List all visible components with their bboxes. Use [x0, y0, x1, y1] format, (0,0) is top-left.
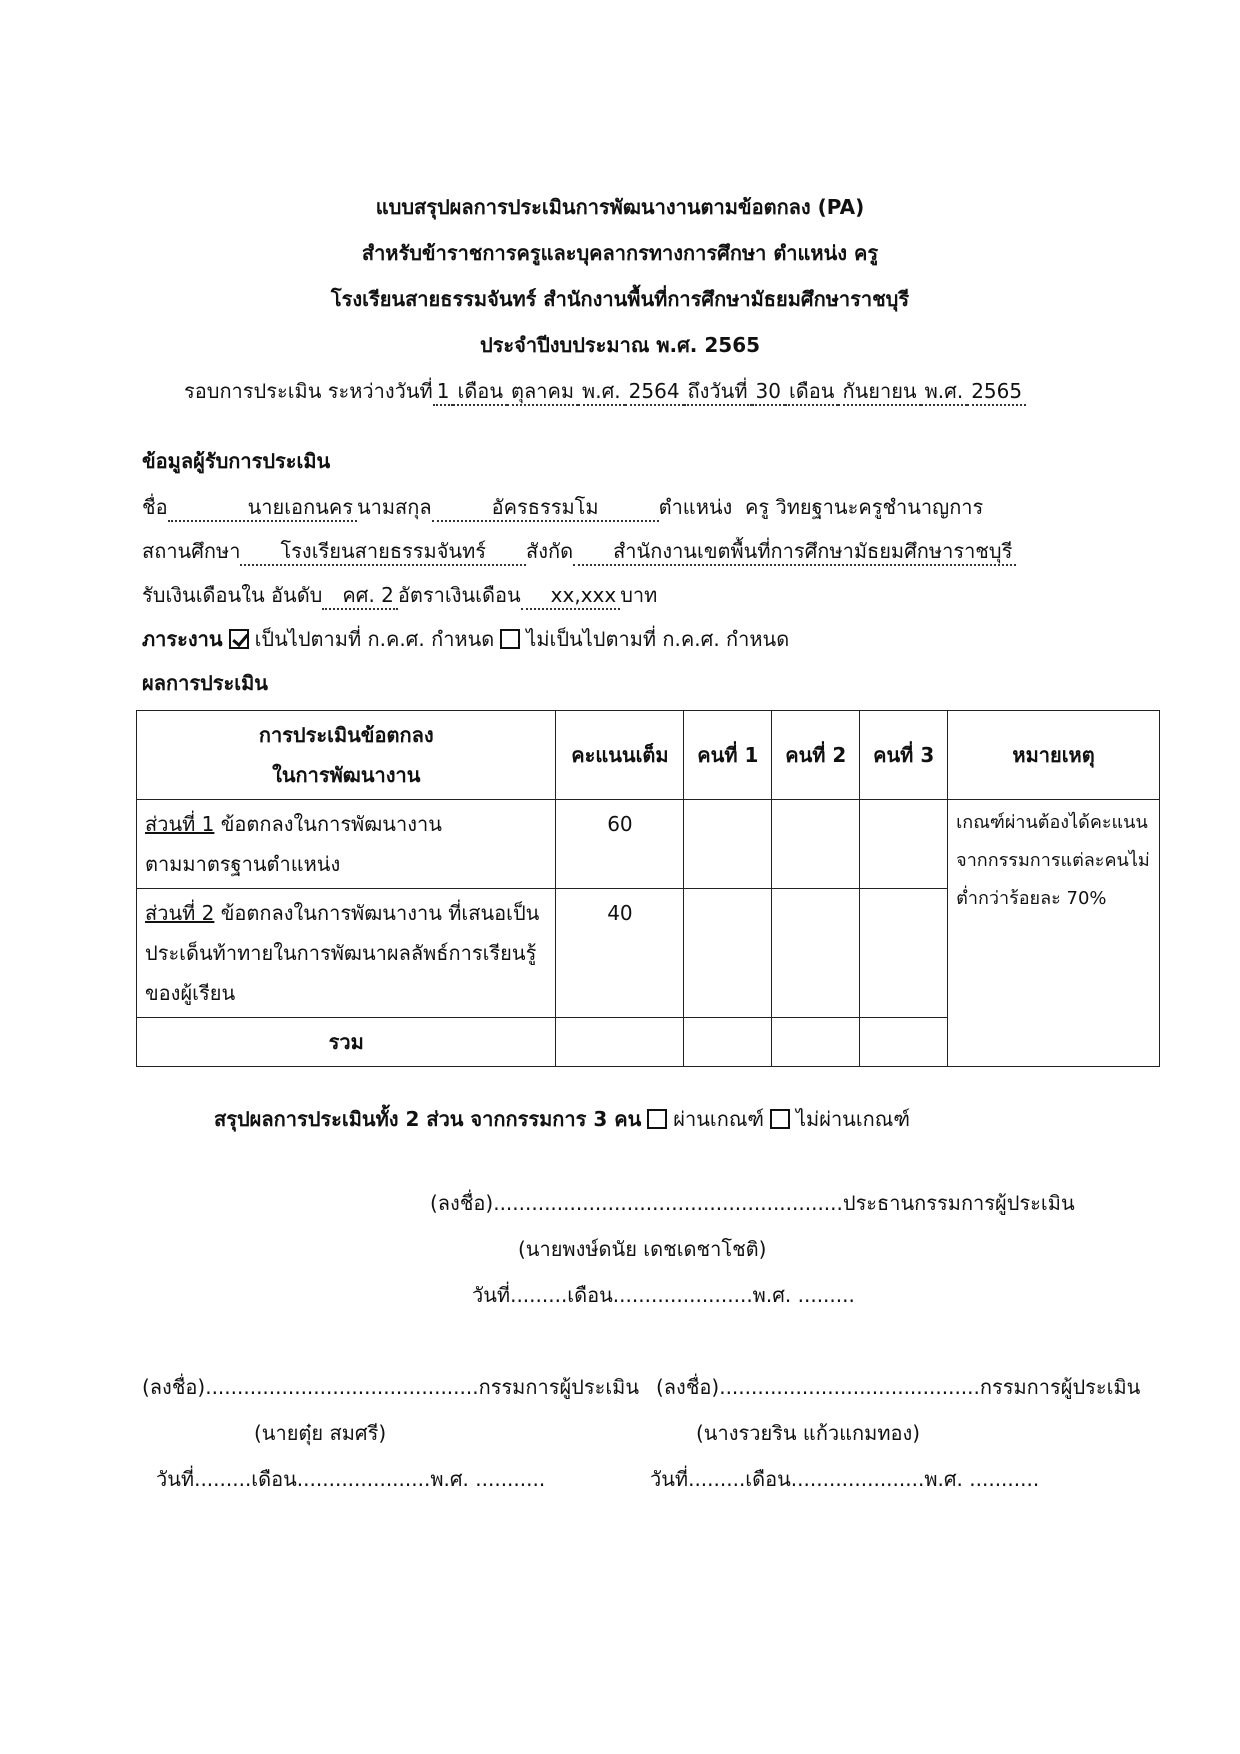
total-committee-1[interactable]	[684, 1018, 772, 1067]
period-label: รอบการประเมิน ระหว่างวันที่	[184, 379, 433, 403]
school-agency-title: โรงเรียนสายธรรมจันทร์ สำนักงานพื้นที่การศึกษามัธยมศึกษาราชบุรี	[330, 287, 910, 311]
total-committee-2[interactable]	[772, 1018, 860, 1067]
period-end-year: 2565	[967, 378, 1026, 406]
header-evaluation-line1: การประเมินข้อตกลง	[258, 723, 434, 747]
name-value: นายเอกนคร	[168, 494, 357, 522]
position-label: ตำแหน่ง	[658, 495, 733, 519]
header-committee-1: คนที่ 1	[684, 711, 772, 800]
fiscal-year-title: ประจำปีงบประมาณ พ.ศ. 2565	[479, 333, 761, 357]
member1-date: วันที่.........เดือน.....................พ.ศ. ...........	[156, 1467, 546, 1491]
summary-text: สรุปผลการประเมินทั้ง 2 ส่วน จากกรรมการ 3 คน	[214, 1107, 642, 1131]
evaluation-period	[184, 376, 1026, 406]
salary-rank-value: คศ. 2	[322, 582, 398, 610]
person-section-title: ข้อมูลผู้รับการประเมิน	[142, 449, 331, 473]
baht-label: บาท	[620, 583, 658, 607]
table-header-row	[137, 711, 1160, 800]
workload-yes-checkbox[interactable]	[229, 629, 249, 649]
fail-label: ไม่ผ่านเกณฑ์	[795, 1107, 910, 1131]
workload-no-label: ไม่เป็นไปตามที่ ก.ค.ศ. กำหนด	[526, 627, 790, 651]
salary-row	[142, 580, 657, 610]
part1-line2: ตามมาตรฐานตำแหน่ง	[145, 852, 341, 876]
position-value: ครู วิทยฐานะครูชำนาญการ	[745, 495, 984, 519]
school-value: โรงเรียนสายธรรมจันทร์	[240, 538, 526, 566]
total-label: รวม	[137, 1018, 556, 1067]
part1-committee-2-score[interactable]	[772, 800, 860, 889]
period-start-month: ตุลาคม	[507, 378, 578, 406]
school-label: สถานศึกษา	[142, 539, 241, 563]
chair-name: (นายพงษ์ดนัย เดชเดชาโชติ)	[518, 1237, 767, 1261]
part1-committee-1-score[interactable]	[684, 800, 772, 889]
remark-line3: ต่ำกว่าร้อยละ 70%	[956, 888, 1107, 909]
part2-label: ส่วนที่ 2	[145, 901, 215, 925]
salary-rank-label: รับเงินเดือนใน อันดับ	[142, 583, 323, 607]
name-label: ชื่อ	[142, 495, 168, 519]
chair-signature-line: (ลงชื่อ).......................................................ประธานกรรมการผู้ประเมิน	[430, 1191, 1075, 1215]
member2-name: (นางรวยริน แก้วแกมทอง)	[696, 1421, 921, 1445]
part2-description	[137, 889, 556, 1018]
affiliation-label: สังกัด	[526, 539, 574, 563]
part2-full-score: 40	[556, 889, 684, 1018]
header-evaluation-line2: ในการพัฒนางาน	[272, 763, 421, 787]
period-to-label: ถึงวันที่	[684, 378, 752, 406]
total-committee-3[interactable]	[860, 1018, 948, 1067]
remark-cell	[948, 800, 1160, 1067]
period-start-year: 2564	[625, 378, 684, 406]
form-title: แบบสรุปผลการประเมินการพัฒนางานตามข้อตกลง (PA)	[375, 195, 865, 219]
part1-line1: ข้อตกลงในการพัฒนางาน	[214, 812, 442, 836]
period-year-label-2: พ.ศ.	[921, 378, 968, 406]
part1-full-score: 60	[556, 800, 684, 889]
table-row	[137, 800, 1160, 889]
remark-line1: เกณฑ์ผ่านต้องได้คะแนน	[956, 812, 1148, 833]
school-row	[142, 536, 1016, 566]
fail-checkbox[interactable]	[770, 1109, 790, 1129]
affiliation-value: สำนักงานเขตพื้นที่การศึกษามัธยมศึกษาราชบุรี	[573, 538, 1016, 566]
workload-no-checkbox[interactable]	[500, 629, 520, 649]
summary-row	[214, 1104, 910, 1134]
surname-label: นามสกุล	[356, 495, 432, 519]
member2-date: วันที่.........เดือน.....................พ.ศ. ...........	[650, 1467, 1040, 1491]
part1-label: ส่วนที่ 1	[145, 812, 215, 836]
part2-line1: ข้อตกลงในการพัฒนางาน ที่เสนอเป็น	[214, 901, 540, 925]
workload-label: ภาระงาน	[142, 627, 223, 651]
form-subtitle: สำหรับข้าราชการครูและบุคลากรทางการศึกษา ตำแหน่ง ครู	[361, 241, 879, 265]
workload-yes-label: เป็นไปตามที่ ก.ค.ศ. กำหนด	[254, 627, 495, 651]
period-month-label: เดือน	[453, 378, 507, 406]
name-row	[142, 492, 983, 522]
header-remark: หมายเหตุ	[948, 711, 1160, 800]
header-committee-2: คนที่ 2	[772, 711, 860, 800]
chair-date: วันที่.........เดือน......................พ.ศ. .........	[472, 1283, 855, 1307]
period-month-label-2: เดือน	[785, 378, 839, 406]
results-section-title: ผลการประเมิน	[142, 671, 268, 695]
period-end-month: กันยายน	[838, 378, 920, 406]
period-start-day: 1	[433, 378, 454, 406]
header-full-score: คะแนนเต็ม	[556, 711, 684, 800]
period-year-label: พ.ศ.	[578, 378, 625, 406]
member1-name: (นายตุ๋ย สมศรี)	[254, 1421, 387, 1445]
member2-signature-line: (ลงชื่อ).........................................กรรมการผู้ประเมิน	[656, 1375, 1141, 1399]
part2-committee-1-score[interactable]	[684, 889, 772, 1018]
period-end-day: 30	[752, 378, 785, 406]
part1-description	[137, 800, 556, 889]
pass-label: ผ่านเกณฑ์	[673, 1107, 764, 1131]
part1-committee-3-score[interactable]	[860, 800, 948, 889]
header-committee-3: คนที่ 3	[860, 711, 948, 800]
member1-signature-line: (ลงชื่อ)...........................................กรรมการผู้ประเมิน	[142, 1375, 640, 1399]
total-full-score[interactable]	[556, 1018, 684, 1067]
results-table	[136, 710, 1160, 1067]
remark-line2: จากกรรมการแต่ละคนไม่	[956, 850, 1150, 871]
workload-row	[142, 624, 789, 654]
salary-label: อัตราเงินเดือน	[397, 583, 521, 607]
part2-committee-2-score[interactable]	[772, 889, 860, 1018]
part2-committee-3-score[interactable]	[860, 889, 948, 1018]
salary-value: xx,xxx	[521, 582, 621, 610]
header-evaluation	[137, 711, 556, 800]
part2-line2: ประเด็นท้าทายในการพัฒนาผลลัพธ์การเรียนรู้	[145, 941, 537, 965]
part2-line3: ของผู้เรียน	[145, 981, 236, 1005]
surname-value: อัครธรรมโม	[432, 494, 659, 522]
pass-checkbox[interactable]	[647, 1109, 667, 1129]
